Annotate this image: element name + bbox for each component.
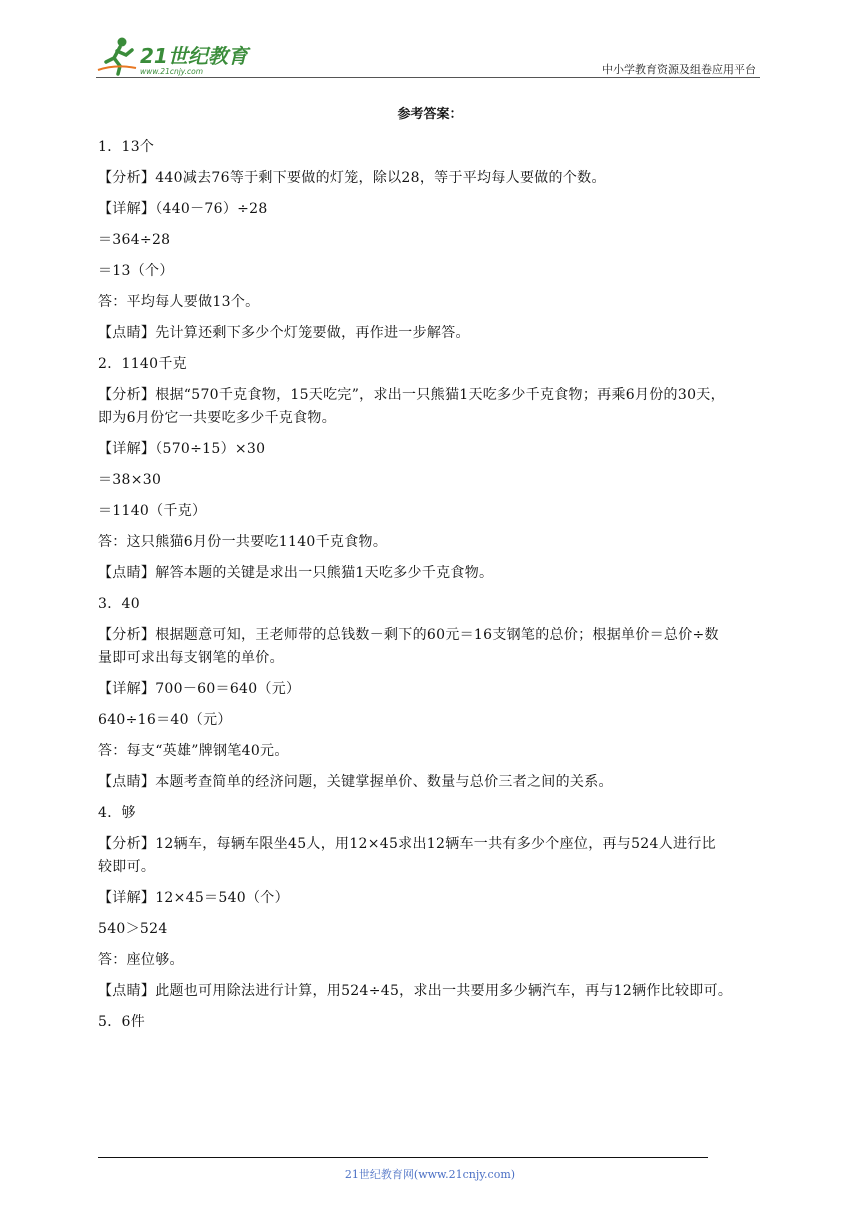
solution-line: 【详解】12×45＝540（个） xyxy=(98,890,289,906)
solution-line: 640÷16＝40（元） xyxy=(98,712,232,728)
analysis-line-cont: 即为6月份它一共要吃多少千克食物。 xyxy=(98,410,337,426)
reply-line: 答：座位够。 xyxy=(98,952,184,968)
analysis-line-cont: 较即可。 xyxy=(98,859,156,875)
solution-line: ＝38×30 xyxy=(98,472,162,488)
platform-name: 中小学教育资源及组卷应用平台 xyxy=(602,63,756,76)
analysis-line: 【分析】根据题意可知，王老师带的总钱数－剩下的60元＝16支钢笔的总价；根据单价＝总价÷数 xyxy=(98,627,719,643)
analysis-line: 【分析】根据“570千克食物，15天吃完”，求出一只熊猫1天吃多少千克食物；再乘6月份的30天， xyxy=(98,387,725,403)
answer-line: 4．够 xyxy=(98,805,136,821)
comment-line: 【点睛】此题也可用除法进行计算，用524÷45，求出一共要用多少辆汽车，再与12辆作比较即可。 xyxy=(98,983,733,999)
page-header xyxy=(96,30,760,78)
answer-line: 3．40 xyxy=(98,596,140,612)
reply-line: 答：这只熊猫6月份一共要吃1140千克食物。 xyxy=(98,534,388,550)
logo-text: 21世纪教育 xyxy=(140,44,248,68)
page-title: 参考答案： xyxy=(397,107,463,122)
footer-divider xyxy=(98,1157,708,1158)
header-divider xyxy=(96,77,760,78)
solution-line: 【详解】700－60＝640（元） xyxy=(98,681,301,697)
solution-line: ＝1140（千克） xyxy=(98,503,207,519)
answer-line: 5．6件 xyxy=(98,1014,146,1030)
runner-icon xyxy=(98,38,136,75)
answer-line: 1．13个 xyxy=(98,139,155,155)
solution-line: 540＞524 xyxy=(98,921,168,937)
solution-line: ＝364÷28 xyxy=(98,232,171,248)
reply-line: 答：每支“英雄”牌钢笔40元。 xyxy=(98,743,289,759)
answer-content xyxy=(98,125,763,1031)
solution-line: ＝13（个） xyxy=(98,263,174,279)
analysis-line-cont: 量即可求出每支钢笔的单价。 xyxy=(98,650,284,666)
reply-line: 答：平均每人要做13个。 xyxy=(98,294,260,310)
analysis-line: 【分析】12辆车，每辆车限坐45人，用12×45求出12辆车一共有多少个座位，再与524人进行比 xyxy=(98,836,716,852)
analysis-line: 【分析】440减去76等于剩下要做的灯笼，除以28，等于平均每人要做的个数。 xyxy=(98,170,606,186)
comment-line: 【点睛】本题考查简单的经济问题，关键掌握单价、数量与总价三者之间的关系。 xyxy=(98,774,613,790)
footer-link[interactable]: 21世纪教育网(www.21cnjy.com) xyxy=(344,1168,516,1181)
solution-line: 【详解】（570÷15）×30 xyxy=(98,441,266,457)
logo-url: www.21cnjy.com xyxy=(140,67,204,76)
answer-line: 2．1140千克 xyxy=(98,356,187,372)
solution-line: 【详解】（440－76）÷28 xyxy=(98,201,268,217)
comment-line: 【点睛】解答本题的关键是求出一只熊猫1天吃多少千克食物。 xyxy=(98,565,494,581)
logo xyxy=(96,36,276,78)
comment-line: 【点睛】先计算还剩下多少个灯笼要做，再作进一步解答。 xyxy=(98,325,470,341)
